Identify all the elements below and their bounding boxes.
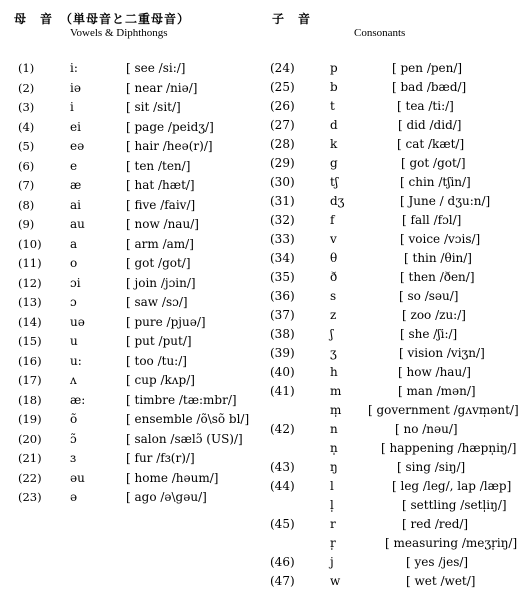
consonant-symbol: j — [330, 555, 334, 569]
consonant-number: (29) — [270, 156, 295, 170]
vowel-number: (16) — [18, 353, 42, 368]
vowel-symbol: i: — [70, 61, 78, 75]
vowel-example: [ cup /kʌp/] — [126, 373, 195, 387]
vowels-heading-ja: 母 音 （単母音と二重母音） — [14, 12, 191, 26]
consonant-example: [ government /gʌvm̩ənt/] — [368, 403, 519, 417]
vowel-example: [ see /si:/] — [126, 61, 186, 75]
vowel-symbol: e — [70, 158, 78, 173]
vowel-symbol: æ — [70, 178, 82, 192]
vowel-symbol: i — [70, 100, 74, 114]
vowel-number: (7) — [18, 178, 35, 192]
consonant-number: (27) — [270, 118, 295, 132]
vowel-example: [ ten /ten/] — [126, 158, 191, 173]
consonant-symbol: ʒ — [330, 346, 337, 360]
vowel-number: (21) — [18, 451, 42, 465]
consonant-example: [ settling /setl̩iŋ/] — [402, 498, 507, 512]
consonant-example: [ so /səu/] — [399, 289, 459, 303]
vowel-symbol: eə — [70, 139, 85, 153]
vowel-number: (9) — [18, 217, 35, 231]
vowel-example: [ arm /am/] — [126, 236, 194, 251]
consonant-number: (30) — [270, 175, 295, 189]
consonant-number: (34) — [270, 251, 295, 265]
consonant-number: (38) — [270, 327, 295, 341]
consonant-symbol: d — [330, 118, 338, 132]
consonant-number: (46) — [270, 555, 295, 569]
consonant-symbol: w — [330, 574, 341, 588]
consonant-example: [ sing /siŋ/] — [397, 460, 466, 474]
consonant-number: (41) — [270, 384, 295, 398]
consonant-example: [ fall /fɔl/] — [402, 213, 462, 227]
consonant-example: [ she /ʃi:/] — [400, 327, 458, 341]
consonant-number: (26) — [270, 99, 295, 113]
consonant-example: [ no /nəu/] — [395, 422, 458, 436]
vowel-symbol: au — [70, 217, 85, 231]
vowel-example: [ ago /ə\gəu/] — [126, 490, 207, 504]
vowel-number: (11) — [18, 256, 42, 270]
consonant-example: [ bad /bæd/] — [392, 80, 467, 94]
consonant-symbol: r — [330, 517, 336, 531]
vowel-number: (15) — [18, 334, 42, 348]
vowel-symbol: ʌ — [70, 373, 77, 387]
vowel-example: [ pure /pjuə/] — [126, 314, 206, 329]
consonant-symbol: k — [330, 137, 338, 151]
consonant-symbol: m — [330, 384, 342, 398]
consonant-example: [ how /hau/] — [398, 365, 471, 379]
consonant-example: [ zoo /zu:/] — [402, 308, 466, 322]
consonant-example: [ vision /viʒn/] — [399, 346, 485, 360]
vowel-number: (12) — [18, 275, 42, 290]
consonant-example: [ red /red/] — [402, 517, 469, 531]
consonant-number: (35) — [270, 270, 295, 284]
vowel-symbol: uə — [70, 314, 85, 329]
vowel-example: [ near /niə/] — [126, 80, 198, 95]
vowel-number: (2) — [18, 80, 35, 95]
consonant-symbol: z — [330, 308, 337, 322]
consonant-number: (24) — [270, 61, 295, 75]
vowel-symbol: a — [70, 236, 78, 251]
vowels-heading-en: Vowels & Diphthongs — [70, 27, 168, 39]
vowel-example: [ fur /fɜ(r)/] — [126, 451, 195, 465]
vowel-number: (6) — [18, 158, 35, 173]
vowel-example: [ timbre /tæ:mbr/] — [126, 392, 237, 407]
consonant-example: [ tea /ti:/] — [397, 99, 454, 113]
consonant-example: [ happening /hæpn̩iŋ/] — [381, 441, 517, 455]
consonant-number: (37) — [270, 308, 295, 322]
vowel-number: (18) — [18, 392, 42, 407]
vowel-example: [ hat /hæt/] — [126, 178, 195, 192]
consonant-number: (42) — [270, 422, 295, 436]
consonant-symbol: h — [330, 365, 338, 379]
vowel-example: [ got /got/] — [126, 256, 191, 270]
vowel-symbol: u: — [70, 353, 82, 368]
consonant-number: (31) — [270, 194, 295, 208]
vowel-number: (10) — [18, 236, 42, 251]
consonant-symbol: ð — [330, 270, 338, 284]
consonant-symbol: n — [330, 422, 338, 436]
consonant-symbol: θ — [330, 251, 338, 265]
vowel-symbol: iə — [70, 80, 81, 95]
consonants-heading-ja: 子 音 — [272, 12, 312, 26]
vowel-symbol: æ: — [70, 392, 86, 407]
vowel-symbol: õ — [70, 412, 78, 426]
consonant-symbol: tʃ — [330, 175, 339, 189]
vowel-number: (14) — [18, 314, 42, 329]
consonant-symbol: b — [330, 80, 338, 94]
consonant-number: (44) — [270, 479, 295, 493]
consonant-number: (28) — [270, 137, 295, 151]
vowel-number: (19) — [18, 412, 42, 426]
consonant-number: (25) — [270, 80, 295, 94]
vowel-symbol: u — [70, 334, 78, 348]
consonant-symbol: ʃ — [330, 327, 334, 341]
vowel-symbol: ɔi — [70, 275, 81, 290]
consonant-example: [ June / dʒu:n/] — [400, 194, 491, 208]
consonant-example: [ leg /leg/, lap /læp] — [392, 479, 512, 493]
consonants-heading-en: Consonants — [354, 27, 406, 39]
vowel-example: [ page /peidʒ/] — [126, 119, 214, 134]
consonant-symbol: dʒ — [330, 194, 345, 208]
vowel-symbol: o — [70, 256, 78, 270]
vowel-example: [ now /nau/] — [126, 217, 199, 231]
vowel-symbol: ɔ̃ — [70, 431, 77, 446]
consonant-number: (33) — [270, 232, 295, 246]
vowel-number: (22) — [18, 470, 42, 485]
vowel-example: [ salon /sælɔ̃ (US)/] — [126, 431, 243, 446]
consonant-example: [ thin /θin/] — [404, 251, 472, 265]
vowel-example: [ home /həum/] — [126, 470, 219, 485]
vowel-example: [ sit /sit/] — [126, 100, 181, 114]
vowel-number: (5) — [18, 139, 35, 153]
consonant-number: (40) — [270, 365, 295, 379]
vowel-example: [ hair /heə(r)/] — [126, 139, 213, 153]
vowel-symbol: ei — [70, 119, 81, 134]
consonant-example: [ voice /vɔis/] — [400, 232, 481, 246]
vowel-number: (8) — [18, 197, 35, 212]
consonant-example: [ yes /jes/] — [406, 555, 469, 569]
consonant-example: [ man /mən/] — [398, 384, 476, 398]
consonant-example: [ did /did/] — [398, 118, 462, 132]
consonant-symbol: n̩ — [330, 441, 338, 455]
consonant-example: [ wet /wet/] — [406, 574, 476, 588]
vowel-symbol: ə — [70, 490, 78, 504]
consonant-example: [ got /got/] — [401, 156, 466, 170]
consonant-symbol: f — [330, 213, 335, 227]
vowel-symbol: əu — [70, 470, 85, 485]
consonant-symbol: p — [330, 61, 338, 75]
vowel-example: [ too /tu:/] — [126, 353, 187, 368]
vowel-example: [ ensemble /õ\sõ bl/] — [126, 412, 250, 426]
vowel-symbol: ai — [70, 197, 81, 212]
consonant-symbol: v — [330, 232, 337, 246]
consonant-symbol: l̩ — [330, 498, 334, 512]
consonant-number: (45) — [270, 517, 295, 531]
consonant-example: [ chin /tʃin/] — [400, 175, 471, 189]
vowel-number: (13) — [18, 295, 42, 309]
consonant-number: (43) — [270, 460, 295, 474]
vowel-number: (17) — [18, 373, 42, 387]
consonant-example: [ pen /pen/] — [392, 61, 463, 75]
vowel-symbol: ɔ — [70, 295, 77, 309]
consonant-number: (32) — [270, 213, 295, 227]
consonant-symbol: s — [330, 289, 337, 303]
consonant-example: [ then /ðen/] — [400, 270, 475, 284]
consonant-symbol: g — [330, 156, 338, 170]
vowel-example: [ five /faiv/] — [126, 197, 196, 212]
vowel-symbol: ɜ — [70, 451, 77, 465]
consonant-symbol: ŋ — [330, 460, 338, 474]
vowel-example: [ join /jɔin/] — [126, 275, 196, 290]
consonant-symbol: t — [330, 99, 335, 113]
consonant-number: (47) — [270, 574, 295, 588]
vowel-example: [ put /put/] — [126, 334, 192, 348]
consonant-number: (36) — [270, 289, 295, 303]
consonant-symbol: l — [330, 479, 334, 493]
vowel-number: (3) — [18, 100, 35, 114]
consonant-symbol: r̩ — [330, 536, 336, 550]
vowel-number: (4) — [18, 119, 35, 134]
consonant-symbol: m̩ — [330, 403, 342, 417]
vowel-example: [ saw /sɔ/] — [126, 295, 188, 309]
vowel-number: (23) — [18, 490, 42, 504]
consonant-example: [ cat /kæt/] — [397, 137, 465, 151]
consonant-number: (39) — [270, 346, 295, 360]
vowel-number: (20) — [18, 431, 42, 446]
vowel-number: (1) — [18, 61, 35, 75]
consonant-example: [ measuring /meʒr̩iŋ/] — [385, 536, 518, 550]
